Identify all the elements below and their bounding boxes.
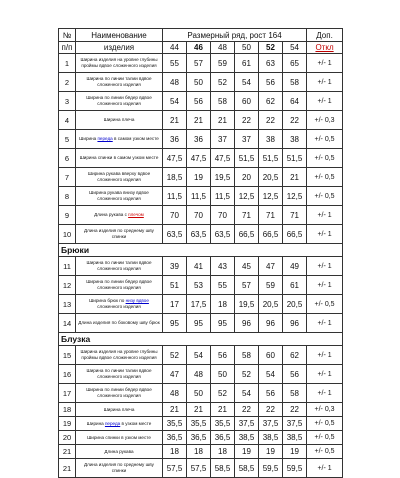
size-value: 49 [283,257,307,276]
sizes-title: Размерный ряд, рост 164 [163,29,307,42]
size-value: 22 [259,403,283,417]
size-value: 43 [211,257,235,276]
row-number: 5 [59,130,76,149]
size-value: 58 [283,73,307,92]
size-value: 37,5 [259,417,283,431]
size-value: 95 [211,314,235,333]
size-value: 51,5 [259,149,283,168]
size-value: 70 [187,206,211,225]
size-value: 60 [235,92,259,111]
size-value: 19 [235,445,259,459]
size-value: 37 [235,130,259,149]
size-value: 56 [283,365,307,384]
size-value: 58,5 [211,459,235,478]
tolerance-value: +/- 1 [307,206,343,225]
measurement-row [59,225,343,244]
size-value: 47,5 [211,149,235,168]
size-value: 96 [259,314,283,333]
tolerance-value: +/- 1 [307,54,343,73]
size-value: 20,5 [283,295,307,314]
size-value: 39 [163,257,187,276]
measurement-name: Длина изделия по среднему шву спинки [76,225,163,244]
size-value: 22 [283,111,307,130]
size-value: 11,5 [211,187,235,206]
measurement-name-prefix: Ширина брюк по [89,298,126,304]
measurement-row [59,365,343,384]
tolerance-value: +/- 1 [307,346,343,365]
size-header: 50 [235,42,259,54]
size-value: 18 [211,295,235,314]
size-value: 17 [163,295,187,314]
size-value: 70 [211,206,235,225]
size-value: 63,5 [211,225,235,244]
size-value: 35,5 [187,417,211,431]
size-value: 48 [163,384,187,403]
size-value: 51 [163,276,187,295]
measurement-row [59,149,343,168]
measurement-name [76,130,163,149]
tolerance-value: +/- 0,5 [307,295,343,314]
size-value: 56 [259,384,283,403]
size-value: 19,5 [211,168,235,187]
size-value: 21 [211,403,235,417]
tolerance-value: +/- 1 [307,225,343,244]
measurement-row [59,168,343,187]
size-value: 57 [187,54,211,73]
size-value: 52 [211,73,235,92]
row-number: 6 [59,149,76,168]
size-value: 22 [235,403,259,417]
size-value: 36,5 [211,431,235,445]
measurement-name: Ширина по линии талии вдвое сложенного изделия [76,257,163,276]
size-chart-table [58,28,343,478]
measurement-name-prefix: Длина рукава с [94,212,129,218]
size-value: 11,5 [163,187,187,206]
size-value: 18 [163,445,187,459]
size-chart-body [59,54,343,478]
size-value: 38,5 [235,431,259,445]
tolerance-value: +/- 1 [307,459,343,478]
size-value: 71 [235,206,259,225]
size-value: 58 [235,346,259,365]
size-value: 21 [187,111,211,130]
size-value: 38 [259,130,283,149]
measurement-name: Ширина плеча [76,403,163,417]
size-value: 71 [259,206,283,225]
size-value: 45 [235,257,259,276]
size-value: 54 [163,92,187,111]
size-value: 55 [211,276,235,295]
size-value: 19 [187,168,211,187]
size-value: 20,5 [259,295,283,314]
name-header: Наименование [76,29,163,42]
measurement-row [59,92,343,111]
tolerance-subheader: Откл [307,42,343,54]
measurement-row [59,346,343,365]
tolerance-value: +/- 0,5 [307,445,343,459]
size-value: 37 [211,130,235,149]
size-value: 38,5 [259,431,283,445]
size-value: 47 [163,365,187,384]
tolerance-value: +/- 1 [307,365,343,384]
row-number: 8 [59,187,76,206]
size-value: 11,5 [187,187,211,206]
section-row [59,244,343,257]
size-value: 59 [211,54,235,73]
tolerance-value: +/- 0,3 [307,403,343,417]
size-value: 51,5 [235,149,259,168]
tolerance-value: +/- 1 [307,384,343,403]
size-value: 47 [259,257,283,276]
measurement-name-suffix: в узком месте [120,420,152,426]
size-value: 56 [187,92,211,111]
header-row-2 [59,42,343,54]
size-value: 61 [283,276,307,295]
measurement-name: Ширина по линии бёдер вдвое сложенного изделия [76,92,163,111]
row-number: 20 [59,431,76,445]
size-value: 18 [187,445,211,459]
size-value: 66,5 [283,225,307,244]
measurement-name-highlight: плечом [128,212,144,218]
size-value: 21 [163,403,187,417]
size-value: 54 [187,346,211,365]
size-header: 52 [259,42,283,54]
size-value: 21 [283,168,307,187]
size-value: 50 [187,384,211,403]
row-number: 19 [59,417,76,431]
measurement-row [59,431,343,445]
size-value: 36,5 [187,431,211,445]
size-value: 57,5 [187,459,211,478]
measurement-name: Ширина по линии талии вдвое сложенного изделия [76,365,163,384]
size-value: 57 [235,276,259,295]
measurement-name [76,295,163,314]
size-value: 63,5 [163,225,187,244]
size-value: 61 [235,54,259,73]
row-number: 21 [59,459,76,478]
tolerance-value: +/- 1 [307,92,343,111]
measurement-name-prefix: Ширина [86,420,105,426]
name-subheader: изделия [76,42,163,54]
measurement-name: Ширина по линии талии вдвое сложенного изделия [76,73,163,92]
size-value: 48 [163,73,187,92]
size-value: 54 [235,384,259,403]
size-value: 47,5 [187,149,211,168]
section-title: Блузка [59,333,343,346]
size-value: 62 [259,92,283,111]
tolerance-value: +/- 0,5 [307,149,343,168]
measurement-name: Ширина спинки в самом узком месте [76,149,163,168]
size-value: 37,5 [283,417,307,431]
measurement-row [59,187,343,206]
size-value: 95 [187,314,211,333]
size-value: 47,5 [163,149,187,168]
size-value: 66,5 [259,225,283,244]
tolerance-value: +/- 1 [307,257,343,276]
measurement-row [59,403,343,417]
size-value: 70 [163,206,187,225]
row-number: 16 [59,365,76,384]
size-value: 21 [163,111,187,130]
size-value: 56 [259,73,283,92]
size-value: 63,5 [187,225,211,244]
size-value: 19,5 [235,295,259,314]
measurement-name-suffix: в самом узком месте [112,136,159,142]
measurement-name-highlight: низу вдвое [125,298,149,304]
size-value: 55 [163,54,187,73]
measurement-name-highlight: переда [97,136,113,142]
num-header: № [59,29,76,42]
size-value: 52 [235,365,259,384]
header-row-1 [59,29,343,42]
row-number: 15 [59,346,76,365]
size-value: 18 [211,445,235,459]
measurement-name-prefix: Ширина [79,136,98,142]
tolerance-value: +/- 1 [307,276,343,295]
section-row [59,333,343,346]
size-header: 48 [211,42,235,54]
measurement-row [59,130,343,149]
size-header: 44 [163,42,187,54]
size-value: 19 [283,445,307,459]
measurement-name: Ширина спинки в узком месте [76,431,163,445]
size-value: 56 [211,346,235,365]
num-subheader: п/п [59,42,76,54]
size-value: 54 [259,365,283,384]
size-value: 38 [283,130,307,149]
row-number: 10 [59,225,76,244]
measurement-name: Длина рукава [76,445,163,459]
section-title: Брюки [59,244,343,257]
size-value: 58,5 [235,459,259,478]
tolerance-value: +/- 0,5 [307,431,343,445]
size-value: 52 [163,346,187,365]
size-value: 58 [283,384,307,403]
size-value: 59,5 [283,459,307,478]
size-value: 63 [259,54,283,73]
measurement-row [59,445,343,459]
size-value: 18,5 [163,168,187,187]
size-value: 36,5 [163,431,187,445]
size-value: 59,5 [259,459,283,478]
measurement-name [76,417,163,431]
measurement-row [59,111,343,130]
size-value: 53 [187,276,211,295]
size-value: 35,5 [163,417,187,431]
size-value: 96 [283,314,307,333]
measurement-name [76,206,163,225]
measurement-name: Ширина изделия на уровне глубины проймы вдвое сложенного изделия [76,54,163,73]
size-value: 95 [163,314,187,333]
size-value: 52 [211,384,235,403]
row-number: 14 [59,314,76,333]
measurement-name: Ширина изделия на уровне глубины проймы вдвое сложенного изделия [76,346,163,365]
measurement-row [59,257,343,276]
size-value: 41 [187,257,211,276]
size-value: 50 [187,73,211,92]
measurement-row [59,314,343,333]
tolerance-value: +/- 0,5 [307,168,343,187]
measurement-name: Ширина рукава внизу вдвое сложенного изделия [76,187,163,206]
size-value: 22 [259,111,283,130]
size-value: 58 [211,92,235,111]
row-number: 18 [59,403,76,417]
size-value: 38,5 [283,431,307,445]
row-number: 3 [59,92,76,111]
tolerance-value: +/- 1 [307,73,343,92]
measurement-name-highlight: переда [104,420,121,426]
row-number: 21 [59,445,76,459]
measurement-name: Ширина рукава вверху вдвое сложенного изделия [76,168,163,187]
row-number: 17 [59,384,76,403]
size-value: 62 [283,346,307,365]
measurement-name: Ширина по линии бёдер вдвое сложенного изделия [76,276,163,295]
tolerance-value: +/- 0,5 [307,417,343,431]
row-number: 2 [59,73,76,92]
measurement-name: Длина изделия по среднему шву спинки [76,459,163,478]
measurement-name: Ширина плеча [76,111,163,130]
size-value: 71 [283,206,307,225]
measurement-row [59,295,343,314]
row-number: 13 [59,295,76,314]
row-number: 4 [59,111,76,130]
row-number: 1 [59,54,76,73]
row-number: 11 [59,257,76,276]
size-value: 60 [259,346,283,365]
row-number: 7 [59,168,76,187]
size-value: 51,5 [283,149,307,168]
size-value: 50 [211,365,235,384]
size-header: 54 [283,42,307,54]
size-value: 20 [235,168,259,187]
tolerance-value: +/- 0,5 [307,187,343,206]
size-value: 22 [235,111,259,130]
tolerance-value: +/- 0,3 [307,111,343,130]
size-header: 46 [187,42,211,54]
measurement-row [59,459,343,478]
tolerance-header: Доп. [307,29,343,42]
size-value: 65 [283,54,307,73]
size-value: 21 [187,403,211,417]
measurement-name-suffix: сложенного изделия [97,304,141,309]
size-value: 36 [163,130,187,149]
size-value: 17,5 [187,295,211,314]
tolerance-value: +/- 1 [307,314,343,333]
measurement-row [59,73,343,92]
size-value: 12,5 [235,187,259,206]
size-value: 37,5 [235,417,259,431]
tolerance-value: +/- 0,5 [307,130,343,149]
size-value: 96 [235,314,259,333]
row-number: 9 [59,206,76,225]
size-value: 20,5 [259,168,283,187]
measurement-name: Ширина по линии бёдер вдвое сложенного изделия [76,384,163,403]
size-value: 36 [187,130,211,149]
size-value: 54 [235,73,259,92]
size-value: 57,5 [163,459,187,478]
size-value: 66,5 [235,225,259,244]
row-number: 12 [59,276,76,295]
measurement-row [59,276,343,295]
size-value: 59 [259,276,283,295]
measurement-row [59,417,343,431]
size-value: 35,5 [211,417,235,431]
size-value: 12,5 [259,187,283,206]
measurement-row [59,206,343,225]
measurement-row [59,54,343,73]
size-value: 64 [283,92,307,111]
size-value: 22 [283,403,307,417]
size-value: 48 [187,365,211,384]
size-value: 19 [259,445,283,459]
size-value: 12,5 [283,187,307,206]
measurement-name: Длина изделия по боковому шву брюк [76,314,163,333]
size-value: 21 [211,111,235,130]
